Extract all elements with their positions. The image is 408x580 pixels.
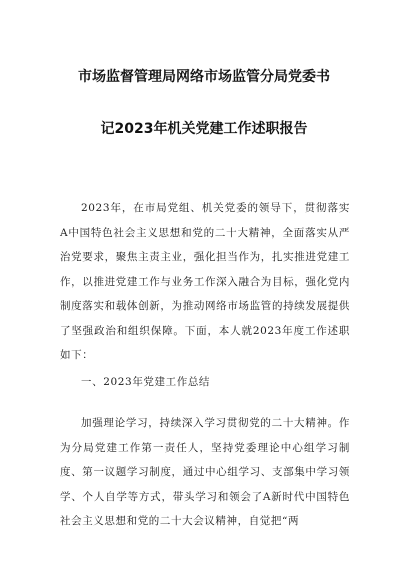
document-title-line-2: 记2023年机关党建工作述职报告 xyxy=(100,121,308,137)
section-heading-1: 一、2023年党建工作总结 xyxy=(81,376,211,388)
intro-paragraph: 2023年，在市局党组、机关党委的领导下，贯彻落实A中国特色社会主义思想和党的二十大精神，全面落实从严治党要求，聚焦主责主业，强化担当作为，扎实推进党建工作，以推进党建工作与业务工作深入融合为目标，强化党内制度落实和载体创新，为推动网络市场监管的持续发展提供了坚强政治和组织保障。下面，本人就2023年度工作述职如下： xyxy=(60,202,350,361)
document-title-line-1: 市场监督管理局网络市场监管分局党委书 xyxy=(78,69,330,85)
section-1-paragraph: 加强理论学习，持续深入学习贯彻党的二十大精神。作为分局党建工作第一责任人，坚持党委理论中心组学习制度、第一议题学习制度，通过中心组学习、支部集中学习领学、个人自学等方式，带头学习和领会了A新时代中国特色社会主义思想和党的二十大会议精神，自觉把“两 xyxy=(60,417,350,527)
